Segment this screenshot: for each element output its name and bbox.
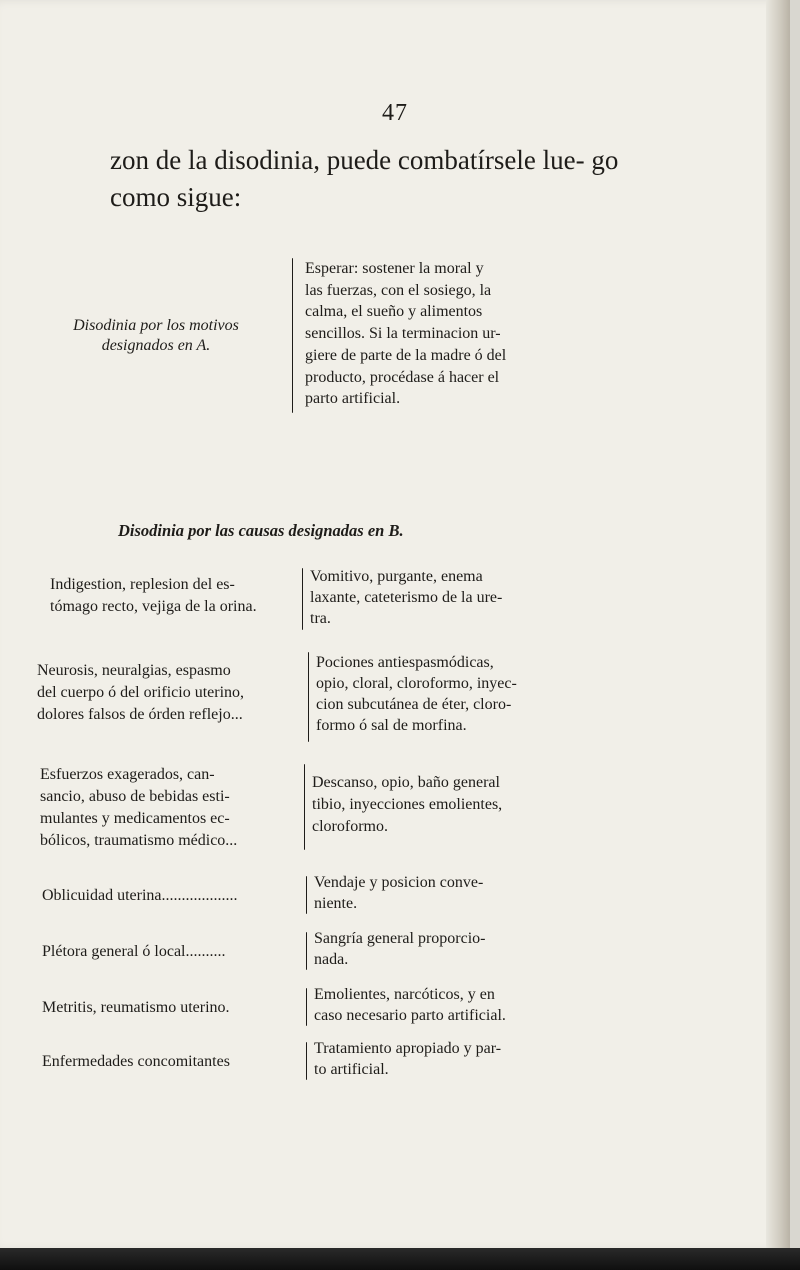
treatment-line: Pociones antiespasmódicas, [316, 654, 494, 671]
treatment-line: tibio, inyecciones emolientes, [312, 796, 503, 813]
treatment-line: to artificial. [314, 1061, 389, 1078]
treatment [314, 984, 604, 1026]
cause-line: Neurosis, neuralgias, espasmo [37, 662, 231, 679]
treatment-line: cion subcutánea de éter, cloro- [316, 696, 512, 713]
cause-line: mulantes y medicamentos ec- [40, 810, 230, 827]
cause-line: Esfuerzos exagerados, can- [40, 766, 215, 783]
cause-line: del cuerpo ó del orificio uterino, [37, 684, 245, 701]
page-number: 47 [382, 100, 408, 126]
treatment-line: laxante, cateterismo de la ure- [310, 589, 503, 606]
treatment-line: giere de parte de la madre ó del [305, 346, 507, 364]
treatment-line: Sangría general proporcio- [314, 930, 486, 947]
brace [306, 932, 307, 970]
brace [304, 764, 305, 850]
cause-line: Indigestion, replesion del es- [50, 576, 235, 593]
cause-line: Metritis, reumatismo uterino. [42, 999, 230, 1016]
treatment-line: Vomitivo, purgante, enema [310, 568, 483, 585]
section-a-label-line2: designados en A. [101, 337, 211, 354]
treatment-line: caso necesario parto artificial. [314, 1007, 506, 1024]
section-a-label [28, 316, 284, 356]
treatment [310, 566, 590, 629]
cause [50, 574, 300, 618]
cause-line: bólicos, traumatismo médico... [40, 832, 238, 849]
brace [308, 652, 309, 742]
treatment-line: cloroformo. [312, 818, 388, 835]
cause [42, 886, 304, 906]
treatment [316, 652, 596, 736]
section-a-label-line1: Disodinia por los motivos [73, 317, 239, 334]
scan-border [0, 1248, 800, 1270]
intro-paragraph: zon de la disodinia, puede combatírsele lue- go como sigue: [110, 145, 619, 212]
section-b-heading: Disodinia por las causas designadas en B. [118, 521, 404, 540]
page-edge [766, 0, 790, 1250]
cause [37, 660, 307, 726]
treatment-line: calma, el sueño y alimentos [305, 303, 483, 321]
treatment [314, 928, 594, 970]
treatment-line: las fuerzas, con el sosiego, la [305, 281, 492, 299]
cause [42, 1052, 304, 1072]
treatment-line: Tratamiento apropiado y par- [314, 1040, 502, 1057]
treatment-line: Emolientes, narcóticos, y en [314, 986, 495, 1003]
cause [40, 764, 300, 852]
cause-line: Oblicuidad uterina................... [42, 887, 238, 904]
treatment-line: nada. [314, 951, 349, 968]
brace [306, 876, 307, 914]
treatment [314, 1038, 604, 1080]
section-a-treatment [305, 258, 595, 410]
treatment-line: tra. [310, 610, 331, 627]
cause-line: Plétora general ó local.......... [42, 943, 226, 960]
treatment-line: parto artificial. [305, 390, 401, 408]
cause-line: dolores falsos de órden reflejo... [37, 706, 243, 723]
treatment-line: niente. [314, 895, 358, 912]
brace [306, 1042, 307, 1080]
cause [42, 998, 304, 1018]
treatment-line: formo ó sal de morfina. [316, 717, 467, 734]
treatment-line: sencillos. Si la terminacion ur- [305, 325, 501, 343]
treatment-line: Esperar: sostener la moral y [305, 260, 484, 277]
brace [306, 988, 307, 1026]
treatment-line: opio, cloral, cloroformo, inyec- [316, 675, 517, 692]
treatment-line: Descanso, opio, baño general [312, 774, 500, 791]
treatment-line: producto, procédase á hacer el [305, 368, 500, 386]
brace [292, 258, 293, 413]
treatment-line: Vendaje y posicion conve- [314, 874, 484, 891]
cause [42, 942, 304, 962]
treatment [312, 772, 592, 838]
cause-line: Enfermedades concomitantes [42, 1053, 230, 1070]
treatment [314, 872, 594, 914]
cause-line: tómago recto, vejiga de la orina. [50, 598, 257, 615]
cause-line: sancio, abuso de bebidas esti- [40, 788, 230, 805]
brace [302, 568, 303, 630]
